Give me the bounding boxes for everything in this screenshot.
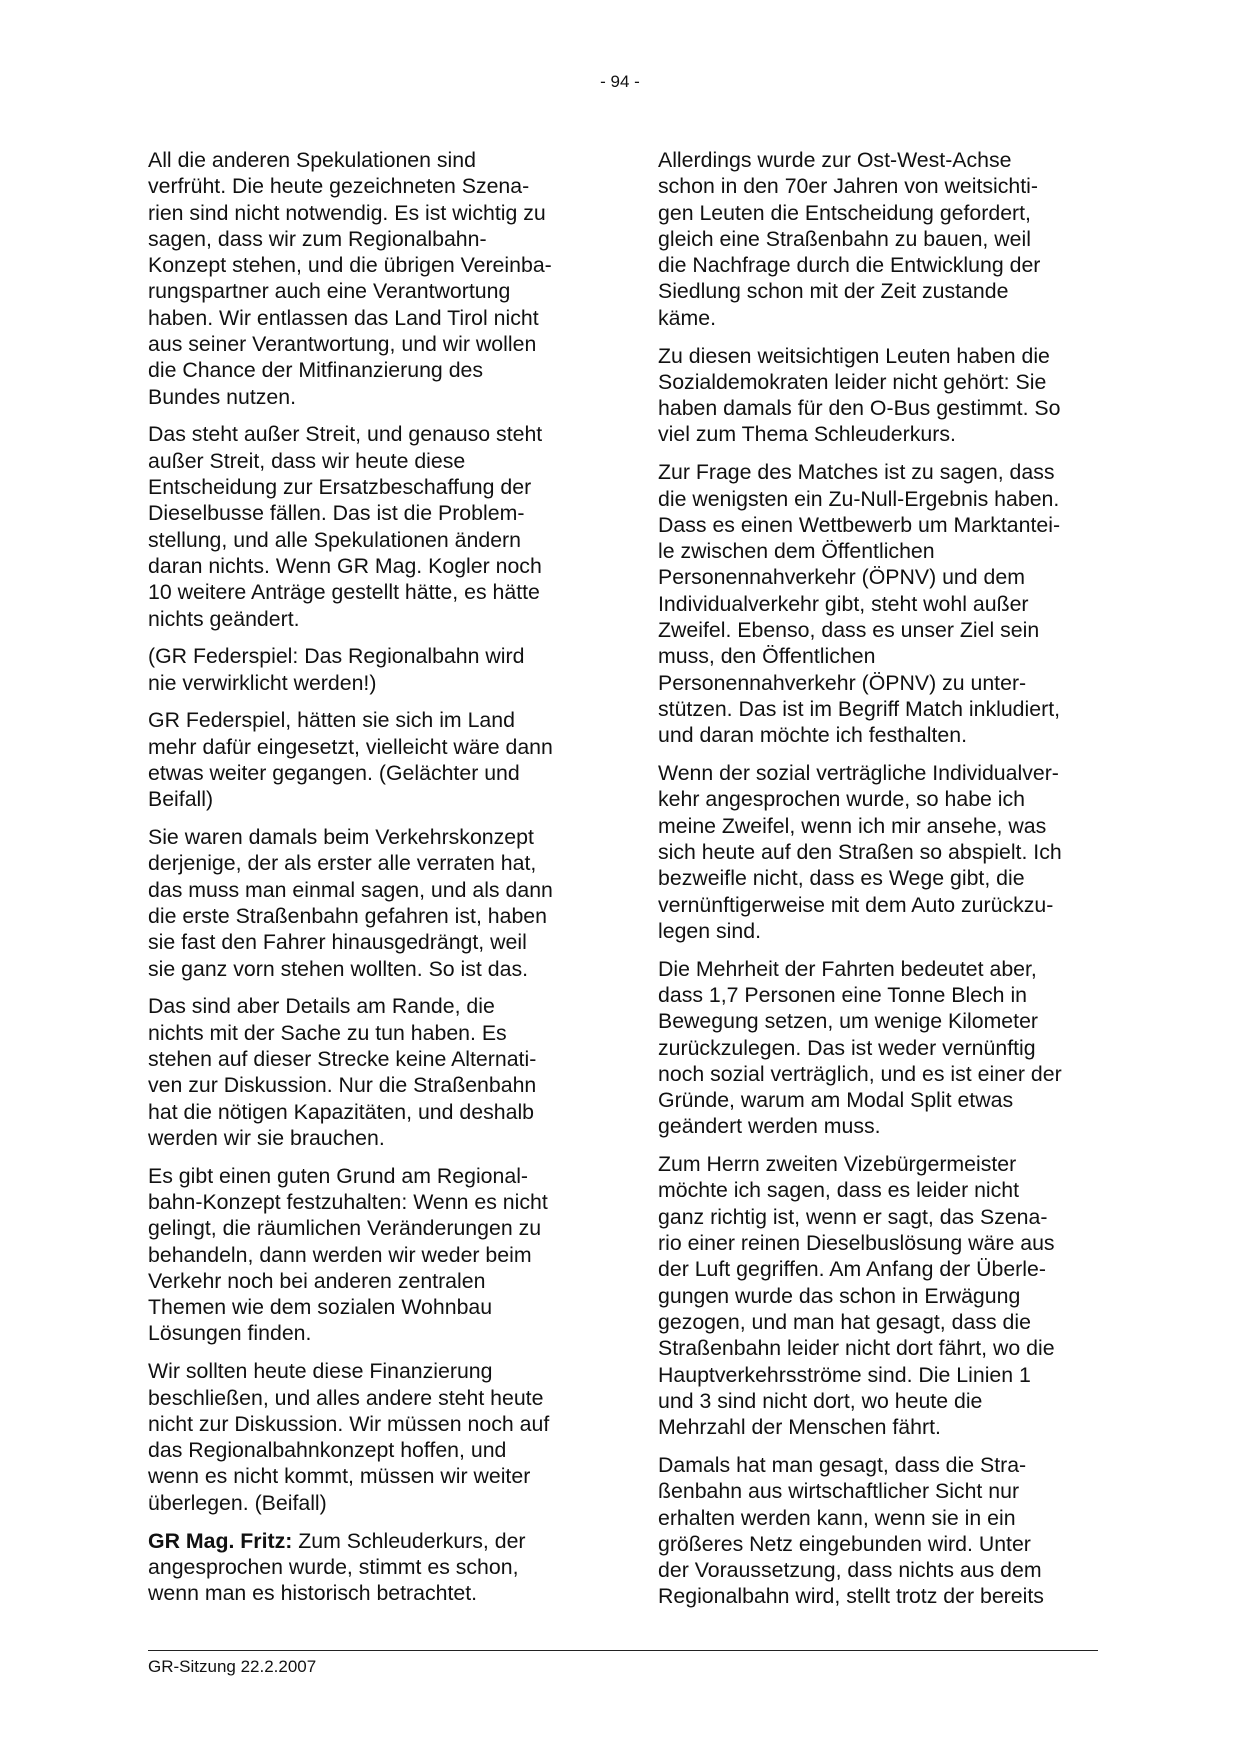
paragraph: Zum Herrn zweiten Vizebürgermeister möchte ich sagen, dass es leider nicht ganz richtig ist, wenn er sagt, das Szena- rio einer reinen Dieselbuslösung wäre aus der Luft gegriffen. Am Anfang der Überle- gungen wurde das schon in Erwägung gezogen, und man hat gesagt, dass die Straßenbahn leider nicht dort fährt, wo die Hauptverkehrsströme sind. Die Linien 1 und 3 sind nicht dort, wo heute die Mehrzahl der Menschen fährt.	[658, 1152, 1055, 1440]
paragraph: Wir sollten heute diese Finanzierung beschließen, und alles andere steht heute nicht zur Diskussion. Wir müssen noch auf das Regionalbahnkonzept hoffen, und wenn es nicht kommt, müssen wir weiter überlegen. (Beifall)	[148, 1359, 550, 1515]
paragraph: Zur Frage des Matches ist zu sagen, dass die wenigsten ein Zu-Null-Ergebnis haben. Dass es einen Wettbewerb um Marktantei- le zwischen dem Öffentlichen Personennahverkehr (ÖPNV) und dem Individualverkehr gibt, steht wohl außer Zweifel. Ebenso, dass es unser Ziel sein muss, den Öffentlichen Personennahverkehr (ÖPNV) zu unter- stützen. Das ist im Begriff Match inkludiert, und daran möchte ich festhalten.	[658, 460, 1061, 748]
paragraph: Es gibt einen guten Grund am Regional- bahn-Konzept festzuhalten: Wenn es nicht gelingt, die räumlichen Veränderungen zu behandeln, dann werden wir weder beim Verkehr noch bei anderen zentralen Themen wie dem sozialen Wohnbau Lösungen finden.	[148, 1163, 548, 1346]
right-column	[658, 147, 1104, 1621]
paragraph: Wenn der sozial verträgliche Individualver- kehr angesprochen wurde, so habe ich meine Zweifel, wenn ich mir ansehe, was sich heute auf den Straßen so abspielt. Ich bezweifle nicht, dass es Wege gibt, die vernünftigerweise mit dem Auto zurückzu- legen sind.	[658, 761, 1062, 943]
speaker-name: GR Mag. Fritz:	[148, 1528, 293, 1553]
interjection-paragraph: (GR Federspiel: Das Regionalbahn wird nie verwirklicht werden!)	[148, 644, 525, 695]
paragraph: Das steht außer Streit, und genauso steht außer Streit, dass wir heute diese Entscheidung zur Ersatzbeschaffung der Dieselbusse fällen. Das ist die Problem- stellung, und alle Spekulationen ändern daran nichts. Wenn GR Mag. Kogler noch 10 weitere Anträge gestellt hätte, es hätte nichts geändert.	[148, 422, 543, 631]
speaker-text: Zum Schleuderkurs, der angesprochen wurde, stimmt es schon, wenn man es historisch betrachtet.	[148, 1528, 526, 1606]
paragraph: GR Federspiel, hätten sie sich im Land mehr dafür eingesetzt, vielleicht wäre dann etwas weiter gegangen. (Gelächter und Beifall)	[148, 708, 553, 812]
footer-divider	[148, 1650, 1098, 1651]
page-number: - 94 -	[600, 72, 640, 91]
speaker-paragraph	[148, 1528, 594, 1607]
paragraph: Sie waren damals beim Verkehrskonzept derjenige, der als erster alle verraten hat, das muss man einmal sagen, und als dann die erste Straßenbahn gefahren ist, haben sie fast den Fahrer hinausgedrängt, weil sie ganz vorn stehen wollten. So ist das.	[148, 825, 553, 981]
paragraph: Allerdings wurde zur Ost-West-Achse schon in den 70er Jahren von weitsichti- gen Leuten die Entscheidung gefordert, gleich eine Straßenbahn zu bauen, weil die Nachfrage durch die Entwicklung der Siedlung schon mit der Zeit zustande käme.	[658, 148, 1041, 330]
paragraph: Zu diesen weitsichtigen Leuten haben die Sozialdemokraten leider nicht gehört: Sie haben damals für den O-Bus gestimmt. So viel zum Thema Schleuderkurs.	[658, 343, 1061, 447]
footer-session-date: GR-Sitzung 22.2.2007	[148, 1657, 317, 1676]
paragraph: Damals hat man gesagt, dass die Stra- ßenbahn aus wirtschaftlicher Sicht nur erhalten werden kann, wenn sie in ein größeres Netz eingebunden wird. Unter der Voraussetzung, dass nichts aus dem Regionalbahn wird, stellt trotz der bereits	[658, 1452, 1044, 1609]
left-column	[148, 147, 594, 1618]
paragraph: All die anderen Spekulationen sind verfrüht. Die heute gezeichneten Szena- rien sind nicht notwendig. Es ist wichtig zu sagen, dass wir zum Regionalbahn- Konzept stehen, und die übrigen Vereinba- rungspartner auch eine Verantwortung haben. Wir entlassen das Land Tirol nicht aus seiner Verantwortung, und wir wollen die Chance der Mitfinanzierung des Bundes nutzen.	[148, 148, 552, 409]
paragraph: Das sind aber Details am Rande, die nichts mit der Sache zu tun haben. Es stehen auf dieser Strecke keine Alternati- ven zur Diskussion. Nur die Straßenbahn hat die nötigen Kapazitäten, und deshalb werden wir sie brauchen.	[148, 994, 537, 1150]
paragraph: Die Mehrheit der Fahrten bedeutet aber, dass 1,7 Personen eine Tonne Blech in Bewegung setzen, um wenige Kilometer zurückzulegen. Das ist weder vernünftig noch sozial verträglich, und es ist einer der Gründe, warum am Modal Split etwas geändert werden muss.	[658, 956, 1062, 1139]
